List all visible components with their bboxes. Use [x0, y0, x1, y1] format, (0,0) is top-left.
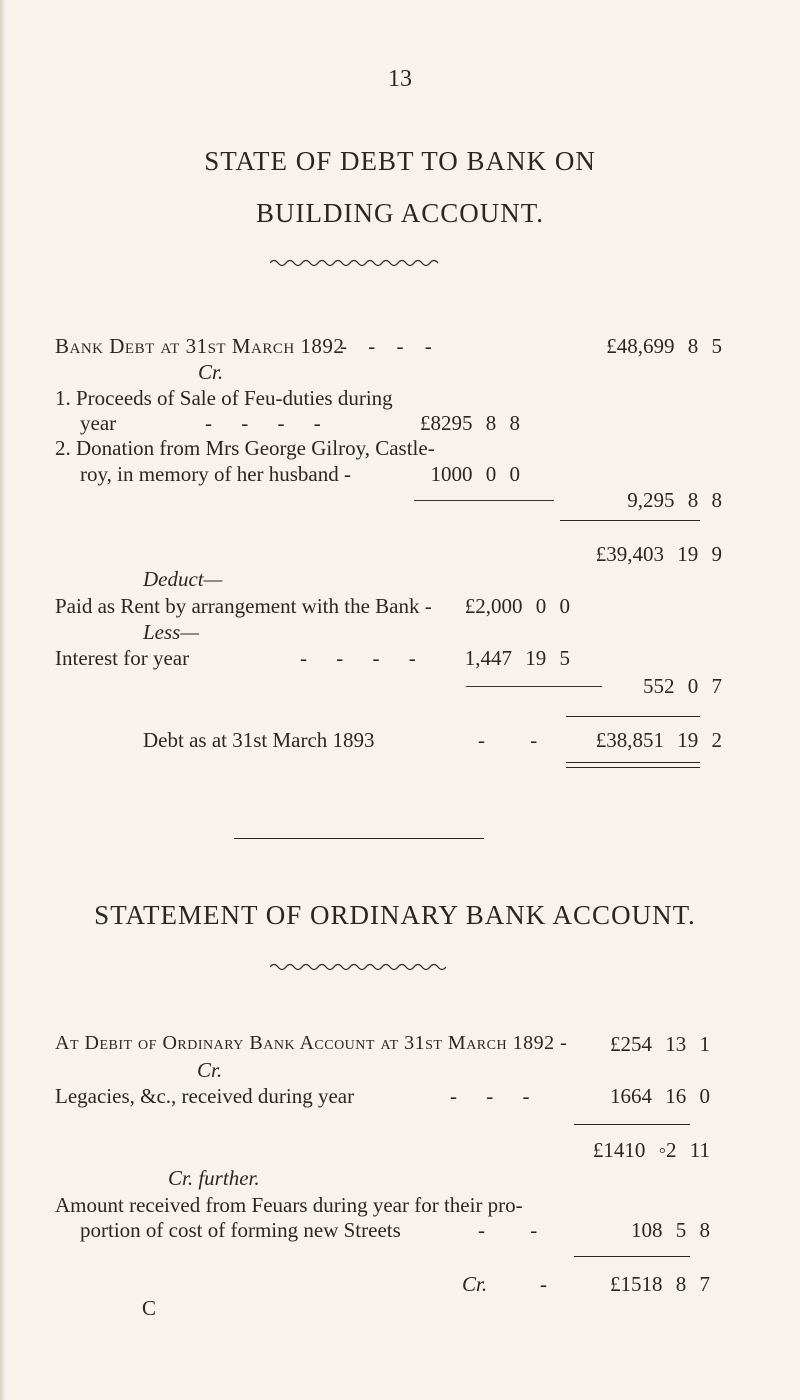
item1-dots: - - - -: [205, 411, 321, 435]
less-label: Less—: [143, 620, 200, 644]
deduct-label: Deduct—: [143, 567, 223, 591]
interest-label: Interest for year: [55, 646, 190, 670]
ornamental-wavy-rule: [270, 258, 442, 268]
section-divider: [234, 838, 484, 839]
ornamental-wavy-rule: [270, 962, 446, 972]
debit-value: £254 13 1: [610, 1032, 710, 1056]
section1-title-line1: STATE OF DEBT TO BANK ON: [204, 146, 596, 176]
page-number: 13: [388, 66, 412, 92]
interest-dots: - - - -: [300, 646, 416, 670]
legacies-value: 1664 16 0: [610, 1084, 710, 1108]
bank-debt-value: £48,699 8 5: [606, 334, 722, 358]
debit-label: At Debit of Ordinary Bank Account at 31st March 1892 -: [55, 1032, 568, 1054]
section1-title-line2: BUILDING ACCOUNT.: [256, 198, 544, 228]
cr-label-2: Cr.: [197, 1058, 223, 1082]
deduct-net: 552 0 7: [643, 674, 722, 698]
cr-final-value: £1518 8 7: [610, 1272, 710, 1296]
final-debt-label: Debt as at 31st March 1893: [143, 728, 375, 752]
rent-label: Paid as Rent by arrangement with the Bank -: [55, 594, 432, 618]
dash-rule: [414, 500, 554, 501]
item1-line2: year: [80, 411, 117, 435]
signature-mark: C: [142, 1296, 157, 1320]
sum-rule: [574, 1256, 690, 1257]
sum-rule: [574, 1124, 690, 1125]
dash-rule: [466, 686, 602, 687]
balance-2: £1410 ◦2 11: [592, 1138, 710, 1162]
double-rule-top: [566, 762, 700, 763]
bank-debt-label: Bank Debt at 31st March 1892: [55, 334, 345, 358]
cr-final-dash: -: [540, 1272, 547, 1296]
legacies-dots: - - -: [450, 1084, 530, 1108]
item2-line2: roy, in memory of her husband -: [80, 462, 351, 486]
sum-rule: [560, 520, 700, 521]
item2-value: 1000 0 0: [430, 462, 520, 486]
interest-value: 1,447 19 5: [464, 646, 570, 670]
item1-line1: 1. Proceeds of Sale of Feu-duties during: [55, 386, 393, 410]
balance1: £39,403 19 9: [595, 542, 722, 566]
rent-value: £2,000 0 0: [464, 594, 570, 618]
feuars-value: 108 5 8: [631, 1218, 710, 1242]
final-debt-value: £38,851 19 2: [595, 728, 722, 752]
feuars-line2: portion of cost of forming new Streets: [80, 1218, 401, 1242]
section2-title: STATEMENT OF ORDINARY BANK ACCOUNT.: [94, 900, 696, 930]
sum-rule: [566, 716, 700, 717]
feuars-dots: - -: [478, 1218, 538, 1242]
feuars-line1: Amount received from Feuars during year for their pro-: [55, 1193, 523, 1217]
subtotal-cr: 9,295 8 8: [627, 488, 722, 512]
cr-further-label: Cr. further.: [168, 1166, 260, 1190]
final-debt-dots: - -: [478, 728, 538, 752]
cr-label: Cr.: [198, 360, 224, 384]
cr-final-label: Cr.: [462, 1272, 488, 1296]
double-rule-bottom: [566, 767, 700, 768]
item1-value: £8295 8 8: [420, 411, 520, 435]
item2-line1: 2. Donation from Mrs George Gilroy, Castle-: [55, 436, 435, 460]
legacies-label: Legacies, &c., received during year: [55, 1084, 355, 1108]
bank-debt-dots: - - - -: [340, 334, 432, 358]
